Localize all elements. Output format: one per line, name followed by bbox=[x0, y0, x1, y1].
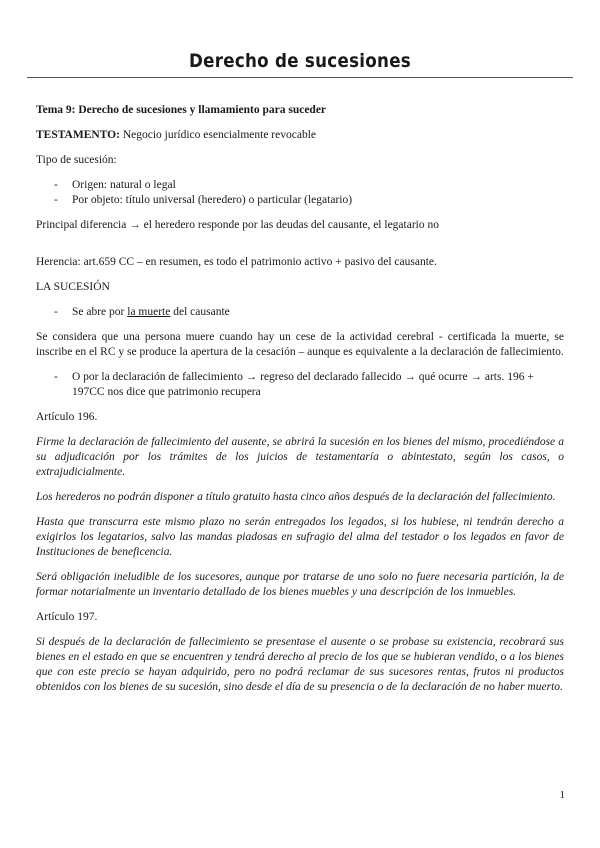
abre-list bbox=[36, 305, 564, 320]
header-divider bbox=[27, 77, 573, 78]
herencia-paragraph: Herencia: art.659 CC – en resumen, es todo el patrimonio activo + pasivo del causante. bbox=[36, 256, 437, 268]
declaracion-list bbox=[36, 370, 564, 400]
articulo-196-paragraph: Firme la declaración de fallecimiento del ausente, se abrirá la sucesión en los bienes del mismo, procediéndose a su adjudicación por los trámites de los juicios de testamentaría o abintestato, según los casos, o extrajudicialmente. bbox=[36, 436, 564, 478]
page-title: Derecho de sucesiones bbox=[188, 50, 412, 72]
abre-suffix: del causante bbox=[170, 306, 230, 318]
tema-heading: Tema 9: Derecho de sucesiones y llamamiento para suceder bbox=[36, 104, 327, 116]
spacer bbox=[36, 233, 564, 255]
testamento-text: Negocio jurídico esencialmente revocable bbox=[119, 129, 316, 141]
tipo-sucesion-list bbox=[36, 178, 564, 208]
articulo-197-label: Artículo 197. bbox=[36, 611, 98, 623]
list-item: - Por objeto: título universal (heredero) o particular (legatario) bbox=[36, 193, 564, 208]
abre-underlined: la muerte bbox=[127, 306, 171, 318]
abre-prefix: Se abre por bbox=[72, 306, 128, 318]
testamento-label: TESTAMENTO: bbox=[36, 129, 120, 141]
articulo-196-paragraph: Los herederos no podrán disponer a título gratuito hasta cinco años después de la declaración del fallecimiento. bbox=[36, 491, 556, 503]
principal-diferencia: Principal diferencia → el heredero responde por las deudas del causante, el legatario no bbox=[36, 219, 439, 231]
articulo-196-paragraph: Hasta que transcurra este mismo plazo no serán entregados los legados, si los hubiese, ni tendrán derecho a exigirlos los legatarios, salvo las mandas piadosas en sufragio del alma del testador o los legados en favor de Instituciones de beneficencia. bbox=[36, 516, 564, 558]
testamento-definition bbox=[36, 128, 564, 143]
articulo-196-label: Artículo 196. bbox=[36, 411, 98, 423]
document-body bbox=[36, 103, 564, 695]
considera-paragraph: Se considera que una persona muere cuando hay un cese de la actividad cerebral - certificada la muerte, se inscribe en el RC y se produce la apertura de la cesación – aunque es equivalente a la declaración de fallecimiento. bbox=[36, 331, 564, 358]
la-sucesion-heading: LA SUCESIÓN bbox=[36, 281, 110, 293]
list-item: - Origen: natural o legal bbox=[36, 178, 564, 193]
page-number: 1 bbox=[559, 789, 565, 801]
articulo-196-paragraph: Será obligación ineludible de los sucesores, aunque por tratarse de uno solo no fuere necesaria partición, la de formar notarialmente un inventario detallado de los bienes muebles y una descripción de los inmuebles. bbox=[36, 571, 564, 598]
articulo-197-paragraph: Si después de la declaración de fallecimiento se presentase el ausente o se probase su existencia, recobrará sus bienes en el estado en que se encuentren y tendrá derecho al precio de los que se hubieran vendido, o a los bienes que con este precio se hayan adquirido, pero no podrá reclamar de sus sucesores rentas, frutos ni productos obtenidos con los bienes de su sucesión, sino desde el día de su presencia o de la declaración de no haber muerto. bbox=[36, 636, 564, 693]
tipo-sucesion-label: Tipo de sucesión: bbox=[36, 154, 117, 166]
list-item bbox=[36, 305, 564, 320]
list-item: - O por la declaración de fallecimiento → regreso del declarado fallecido → qué ocurre → arts. 196 + 197CC nos dice que patrimonio recupera bbox=[36, 370, 564, 400]
